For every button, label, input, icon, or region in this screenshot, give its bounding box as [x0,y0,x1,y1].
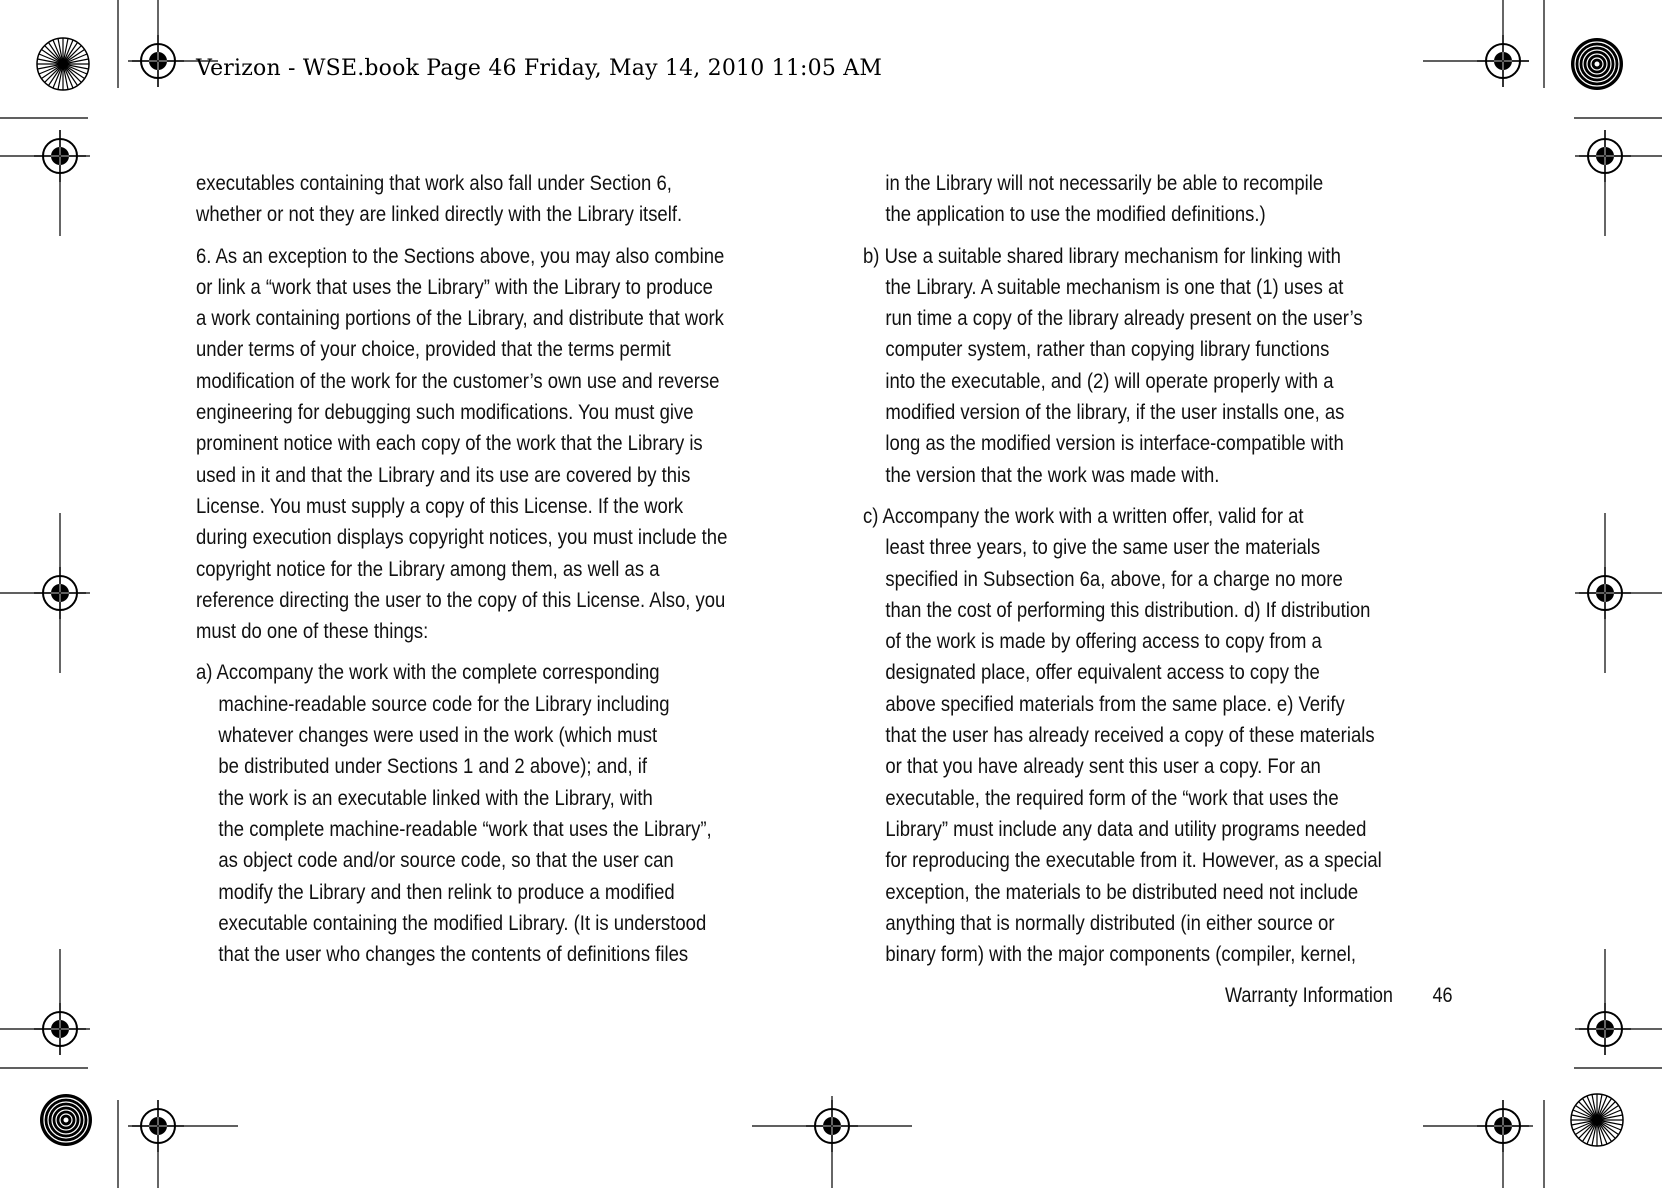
list-item-b [863,241,1450,491]
text-line: modify the Library and then relink to produce a modified [218,879,675,904]
list-item-a [196,657,785,970]
page-footer [1225,984,1453,1008]
text-line: under terms of your choice, provided that the terms permit [196,337,671,362]
text-line: executable containing the modified Library. (It is understood [218,910,707,935]
list-item-a-continued [863,168,1450,231]
text-line: the complete machine-readable “work that uses the Library”, [218,816,712,841]
text-line: executables containing that work also fall under Section 6, [196,171,672,195]
paragraph-section-6-continued [196,168,785,231]
text-line: computer system, rather than copying library functions [885,337,1330,362]
text-line: modification of the work for the customer’s own use and reverse [196,368,720,393]
text-line: least three years, to give the same user the materials [885,535,1321,560]
page-number: 46 [1432,984,1453,1007]
text-line: that the user who changes the contents of definitions files [218,942,689,967]
text-line: specified in Subsection 6a, above, for a charge no more [885,566,1343,591]
text-line: License. You must supply a copy of this License. If the work [196,493,684,518]
text-line: or link a “work that uses the Library” with the Library to produce [196,274,713,299]
paragraph-section-6 [196,241,785,648]
text-line: modified version of the library, if the user installs one, as [885,400,1345,425]
text-line: Library” must include any data and utility programs needed [885,816,1367,841]
text-line: a work containing portions of the Library, and distribute that work [196,306,724,331]
text-line: a) Accompany the work with the complete corresponding [196,660,660,685]
text-line: executable, the required form of the “work that uses the [885,785,1339,810]
text-line: whether or not they are linked directly with the Library itself. [196,202,683,227]
text-line: c) Accompany the work with a written offer, valid for at [863,503,1304,528]
text-line: or that you have already sent this user a copy. For an [885,754,1321,779]
text-line: the version that the work was made with. [885,462,1220,487]
text-line: whatever changes were used in the work (which must [218,723,658,748]
text-line: exception, the materials to be distributed need not include [885,879,1359,904]
text-line: run time a copy of the library already present on the user’s [885,306,1363,331]
text-line: designated place, offer equivalent access to copy the [885,660,1320,685]
text-line: as object code and/or source code, so that the user can [218,848,674,873]
right-text-column [863,168,1450,980]
text-line: that the user has already received a copy of these materials [885,723,1375,748]
text-line: the Library. A suitable mechanism is one that (1) uses at [885,274,1344,299]
text-line: in the Library will not necessarily be able to recompile [885,171,1324,195]
text-line: machine-readable source code for the Library including [218,691,670,716]
text-line: prominent notice with each copy of the work that the Library is [196,431,703,456]
text-line: the application to use the modified definitions.) [885,202,1266,227]
text-line: above specified materials from the same place. e) Verify [885,691,1345,716]
text-line: engineering for debugging such modifications. You must give [196,400,694,425]
text-line: b) Use a suitable shared library mechanism for linking with [863,243,1341,268]
text-line: reference directing the user to the copy of this License. Also, you [196,587,726,612]
text-line: 6. As an exception to the Sections above, you may also combine [196,243,725,268]
text-line: for reproducing the executable from it. However, as a special [885,848,1382,873]
text-line: copyright notice for the Library among them, as well as a [196,556,660,581]
text-line: be distributed under Sections 1 and 2 above); and, if [218,754,648,779]
text-line: anything that is normally distributed (in either source or [885,910,1335,935]
book-slug-header: Verizon - WSE.book Page 46 Friday, May 14, 2010 11:05 AM [196,56,883,81]
text-line: long as the modified version is interface-compatible with [885,431,1344,456]
text-line: than the cost of performing this distribution. d) If distribution [885,597,1371,622]
text-line: used in it and that the Library and its use are covered by this [196,462,691,487]
text-line: into the executable, and (2) will operate properly with a [885,368,1334,393]
text-line: of the work is made by offering access to copy from a [885,629,1322,654]
footer-section-title: Warranty Information [1225,984,1393,1007]
text-line: during execution displays copyright notices, you must include the [196,525,728,550]
text-line: must do one of these things: [196,619,429,644]
list-item-c [863,501,1450,970]
text-line: binary form) with the major components (compiler, kernel, [885,942,1357,967]
text-line: the work is an executable linked with the Library, with [218,785,653,810]
left-text-column [196,168,785,980]
